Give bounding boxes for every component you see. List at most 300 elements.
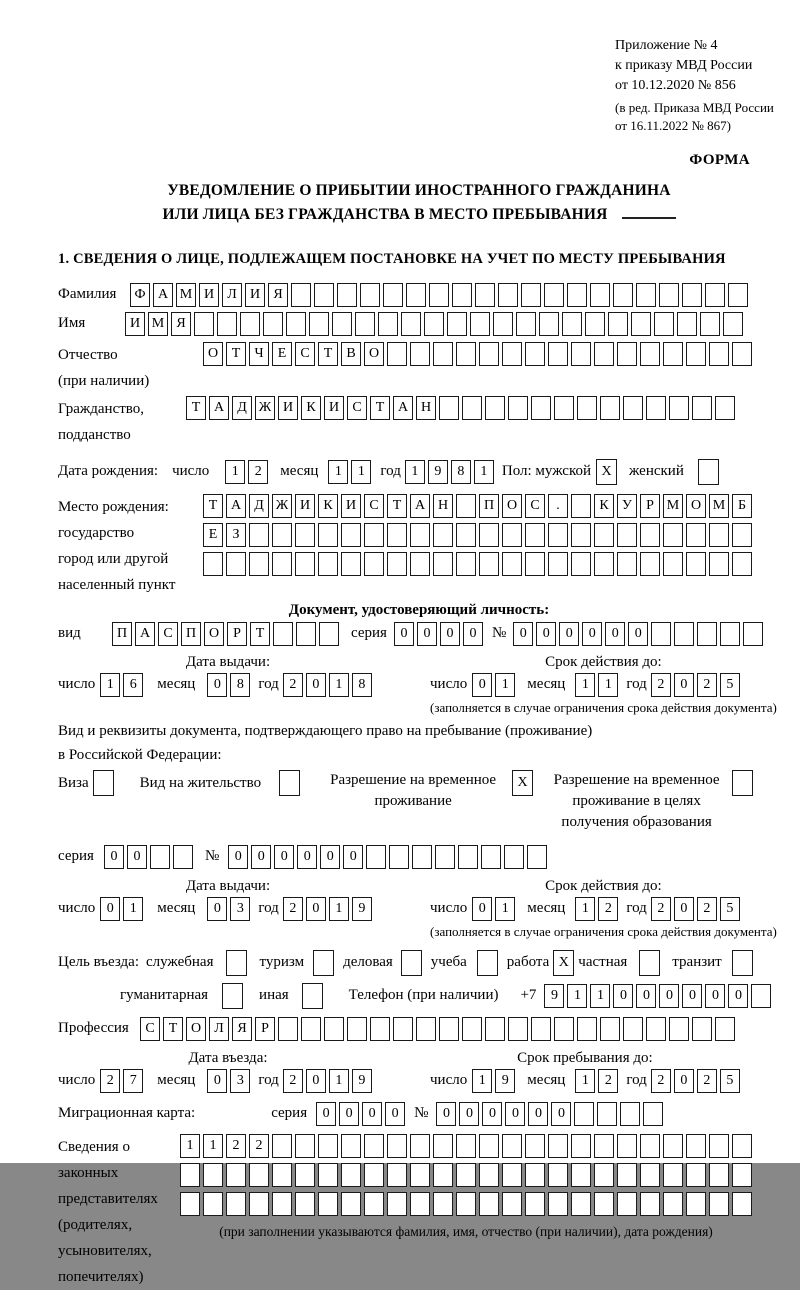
char-box[interactable] — [571, 342, 591, 366]
char-box[interactable] — [613, 283, 633, 307]
char-box[interactable]: П — [181, 622, 201, 646]
char-box[interactable] — [709, 342, 729, 366]
char-box[interactable]: 9 — [352, 897, 372, 921]
char-box[interactable] — [732, 950, 753, 976]
char-box[interactable] — [594, 523, 614, 547]
char-box[interactable]: 1 — [575, 673, 595, 697]
char-box[interactable] — [332, 312, 352, 336]
char-box[interactable] — [462, 1017, 482, 1041]
char-box[interactable] — [410, 1163, 430, 1187]
char-box[interactable] — [525, 342, 545, 366]
char-box[interactable] — [617, 523, 637, 547]
char-box[interactable] — [697, 622, 717, 646]
char-box[interactable] — [682, 283, 702, 307]
char-box[interactable] — [663, 342, 683, 366]
char-box[interactable] — [577, 396, 597, 420]
char-box[interactable]: Ж — [272, 494, 292, 518]
char-box[interactable]: 2 — [651, 1069, 671, 1093]
char-box[interactable]: 1 — [495, 673, 515, 697]
char-box[interactable]: Т — [387, 494, 407, 518]
char-box[interactable] — [226, 1163, 246, 1187]
char-box[interactable] — [435, 845, 455, 869]
char-box[interactable] — [475, 283, 495, 307]
char-box[interactable]: X — [596, 459, 617, 485]
char-box[interactable]: 1 — [351, 460, 371, 484]
char-box[interactable]: С — [158, 622, 178, 646]
char-box[interactable]: Р — [227, 622, 247, 646]
char-box[interactable] — [477, 950, 498, 976]
char-box[interactable]: 1 — [203, 1134, 223, 1158]
char-box[interactable] — [571, 1192, 591, 1216]
char-box[interactable]: Д — [249, 494, 269, 518]
char-box[interactable] — [554, 396, 574, 420]
char-box[interactable] — [600, 396, 620, 420]
char-box[interactable] — [617, 1163, 637, 1187]
char-box[interactable] — [567, 283, 587, 307]
char-box[interactable] — [341, 1192, 361, 1216]
char-box[interactable]: К — [301, 396, 321, 420]
char-box[interactable] — [387, 552, 407, 576]
char-box[interactable] — [341, 552, 361, 576]
char-box[interactable] — [571, 552, 591, 576]
char-box[interactable] — [439, 1017, 459, 1041]
char-box[interactable] — [401, 950, 422, 976]
char-box[interactable] — [458, 845, 478, 869]
char-box[interactable] — [364, 1192, 384, 1216]
char-box[interactable]: Т — [318, 342, 338, 366]
char-box[interactable]: 0 — [636, 984, 656, 1008]
char-box[interactable]: Н — [433, 494, 453, 518]
char-box[interactable] — [692, 396, 712, 420]
char-box[interactable] — [485, 396, 505, 420]
char-box[interactable] — [498, 283, 518, 307]
char-box[interactable] — [502, 1192, 522, 1216]
char-box[interactable]: 0 — [728, 984, 748, 1008]
char-box[interactable] — [525, 523, 545, 547]
char-box[interactable] — [636, 283, 656, 307]
char-box[interactable] — [525, 552, 545, 576]
char-box[interactable]: 6 — [123, 673, 143, 697]
char-box[interactable] — [562, 312, 582, 336]
char-box[interactable]: 9 — [544, 984, 564, 1008]
char-box[interactable]: 3 — [230, 1069, 250, 1093]
char-box[interactable] — [525, 1134, 545, 1158]
char-box[interactable]: Е — [203, 523, 223, 547]
char-box[interactable]: Л — [222, 283, 242, 307]
char-box[interactable] — [203, 552, 223, 576]
char-box[interactable] — [240, 312, 260, 336]
char-box[interactable] — [732, 1192, 752, 1216]
char-box[interactable] — [597, 1102, 617, 1126]
char-box[interactable]: П — [479, 494, 499, 518]
char-box[interactable] — [194, 312, 214, 336]
char-box[interactable] — [502, 342, 522, 366]
char-box[interactable]: 0 — [343, 845, 363, 869]
char-box[interactable] — [479, 523, 499, 547]
char-box[interactable] — [291, 283, 311, 307]
char-box[interactable] — [410, 1192, 430, 1216]
char-box[interactable] — [640, 342, 660, 366]
char-box[interactable] — [456, 1134, 476, 1158]
char-box[interactable]: И — [125, 312, 145, 336]
char-box[interactable] — [439, 396, 459, 420]
char-box[interactable]: М — [176, 283, 196, 307]
char-box[interactable]: 0 — [440, 622, 460, 646]
char-box[interactable] — [341, 523, 361, 547]
char-box[interactable] — [433, 523, 453, 547]
char-box[interactable] — [286, 312, 306, 336]
char-box[interactable] — [504, 845, 524, 869]
char-box[interactable] — [493, 312, 513, 336]
char-box[interactable] — [324, 1017, 344, 1041]
char-box[interactable]: 2 — [226, 1134, 246, 1158]
char-box[interactable] — [502, 552, 522, 576]
char-box[interactable]: И — [324, 396, 344, 420]
char-box[interactable] — [617, 342, 637, 366]
char-box[interactable] — [640, 1192, 660, 1216]
char-box[interactable] — [743, 622, 763, 646]
char-box[interactable] — [249, 1192, 269, 1216]
char-box[interactable] — [646, 396, 666, 420]
char-box[interactable] — [319, 622, 339, 646]
char-box[interactable] — [525, 1163, 545, 1187]
char-box[interactable] — [203, 1192, 223, 1216]
char-box[interactable]: 1 — [575, 1069, 595, 1093]
char-box[interactable]: 1 — [180, 1134, 200, 1158]
char-box[interactable] — [705, 283, 725, 307]
char-box[interactable] — [217, 312, 237, 336]
char-box[interactable]: 1 — [329, 673, 349, 697]
char-box[interactable] — [387, 523, 407, 547]
char-box[interactable] — [272, 523, 292, 547]
char-box[interactable]: 2 — [249, 1134, 269, 1158]
char-box[interactable] — [456, 552, 476, 576]
char-box[interactable]: Т — [226, 342, 246, 366]
char-box[interactable]: 1 — [328, 460, 348, 484]
char-box[interactable]: О — [686, 494, 706, 518]
char-box[interactable]: К — [318, 494, 338, 518]
char-box[interactable]: 1 — [405, 460, 425, 484]
char-box[interactable] — [273, 622, 293, 646]
char-box[interactable] — [723, 312, 743, 336]
char-box[interactable] — [751, 984, 771, 1008]
char-box[interactable]: И — [295, 494, 315, 518]
char-box[interactable] — [485, 1017, 505, 1041]
char-box[interactable] — [456, 1163, 476, 1187]
char-box[interactable]: 5 — [720, 673, 740, 697]
char-box[interactable]: 0 — [100, 897, 120, 921]
char-box[interactable]: Р — [255, 1017, 275, 1041]
char-box[interactable] — [278, 1017, 298, 1041]
char-box[interactable]: 8 — [451, 460, 471, 484]
char-box[interactable] — [433, 552, 453, 576]
char-box[interactable]: 0 — [394, 622, 414, 646]
char-box[interactable]: 2 — [697, 1069, 717, 1093]
char-box[interactable] — [594, 342, 614, 366]
char-box[interactable] — [295, 1134, 315, 1158]
char-box[interactable] — [548, 523, 568, 547]
char-box[interactable]: О — [364, 342, 384, 366]
char-box[interactable] — [479, 1163, 499, 1187]
char-box[interactable]: 9 — [428, 460, 448, 484]
char-box[interactable]: З — [226, 523, 246, 547]
char-box[interactable] — [370, 1017, 390, 1041]
char-box[interactable]: . — [548, 494, 568, 518]
char-box[interactable]: 0 — [505, 1102, 525, 1126]
char-box[interactable] — [279, 770, 300, 796]
char-box[interactable]: 9 — [352, 1069, 372, 1093]
char-box[interactable] — [456, 494, 476, 518]
char-box[interactable]: 0 — [306, 673, 326, 697]
char-box[interactable]: 0 — [472, 897, 492, 921]
char-box[interactable] — [502, 1163, 522, 1187]
char-box[interactable] — [571, 494, 591, 518]
char-box[interactable] — [313, 950, 334, 976]
char-box[interactable] — [364, 523, 384, 547]
char-box[interactable] — [715, 1017, 735, 1041]
char-box[interactable] — [571, 1163, 591, 1187]
char-box[interactable] — [318, 1163, 338, 1187]
char-box[interactable] — [686, 1163, 706, 1187]
char-box[interactable]: 1 — [123, 897, 143, 921]
char-box[interactable]: Я — [232, 1017, 252, 1041]
char-box[interactable] — [406, 283, 426, 307]
char-box[interactable] — [531, 396, 551, 420]
char-box[interactable] — [663, 1163, 683, 1187]
char-box[interactable] — [318, 552, 338, 576]
char-box[interactable]: 2 — [283, 897, 303, 921]
char-box[interactable]: 5 — [720, 1069, 740, 1093]
char-box[interactable]: 0 — [228, 845, 248, 869]
char-box[interactable] — [646, 1017, 666, 1041]
char-box[interactable]: А — [393, 396, 413, 420]
char-box[interactable] — [732, 770, 753, 796]
char-box[interactable] — [226, 552, 246, 576]
char-box[interactable] — [378, 312, 398, 336]
char-box[interactable] — [608, 312, 628, 336]
char-box[interactable]: Ж — [255, 396, 275, 420]
char-box[interactable]: О — [203, 342, 223, 366]
char-box[interactable] — [508, 1017, 528, 1041]
char-box[interactable] — [527, 845, 547, 869]
char-box[interactable] — [389, 845, 409, 869]
char-box[interactable]: 0 — [316, 1102, 336, 1126]
char-box[interactable]: С — [347, 396, 367, 420]
char-box[interactable]: 0 — [472, 673, 492, 697]
char-box[interactable] — [410, 523, 430, 547]
char-box[interactable] — [531, 1017, 551, 1041]
char-box[interactable] — [401, 312, 421, 336]
char-box[interactable] — [709, 552, 729, 576]
char-box[interactable] — [577, 1017, 597, 1041]
char-box[interactable]: 0 — [104, 845, 124, 869]
char-box[interactable]: 0 — [613, 984, 633, 1008]
char-box[interactable] — [347, 1017, 367, 1041]
char-box[interactable]: 9 — [495, 1069, 515, 1093]
char-box[interactable]: К — [594, 494, 614, 518]
char-box[interactable]: 1 — [225, 460, 245, 484]
char-box[interactable] — [180, 1163, 200, 1187]
char-box[interactable] — [318, 1192, 338, 1216]
char-box[interactable]: Т — [163, 1017, 183, 1041]
char-box[interactable] — [640, 1163, 660, 1187]
char-box[interactable] — [456, 342, 476, 366]
char-box[interactable] — [548, 1134, 568, 1158]
char-box[interactable] — [456, 1192, 476, 1216]
char-box[interactable]: Р — [640, 494, 660, 518]
char-box[interactable] — [410, 552, 430, 576]
char-box[interactable] — [594, 1192, 614, 1216]
char-box[interactable] — [150, 845, 170, 869]
char-box[interactable] — [674, 622, 694, 646]
char-box[interactable]: 0 — [674, 1069, 694, 1093]
char-box[interactable] — [709, 1134, 729, 1158]
char-box[interactable] — [600, 1017, 620, 1041]
char-box[interactable] — [554, 1017, 574, 1041]
char-box[interactable] — [539, 312, 559, 336]
char-box[interactable] — [180, 1192, 200, 1216]
char-box[interactable]: 1 — [472, 1069, 492, 1093]
char-box[interactable] — [295, 1163, 315, 1187]
char-box[interactable] — [686, 342, 706, 366]
char-box[interactable] — [222, 983, 243, 1009]
char-box[interactable] — [470, 312, 490, 336]
char-box[interactable] — [548, 1192, 568, 1216]
char-box[interactable]: 0 — [528, 1102, 548, 1126]
char-box[interactable] — [700, 312, 720, 336]
char-box[interactable] — [366, 845, 386, 869]
char-box[interactable] — [433, 1134, 453, 1158]
char-box[interactable] — [525, 1192, 545, 1216]
char-box[interactable]: Д — [232, 396, 252, 420]
char-box[interactable] — [617, 1134, 637, 1158]
char-box[interactable] — [732, 1134, 752, 1158]
char-box[interactable]: 2 — [283, 673, 303, 697]
char-box[interactable]: 0 — [605, 622, 625, 646]
char-box[interactable] — [574, 1102, 594, 1126]
char-box[interactable]: А — [209, 396, 229, 420]
char-box[interactable]: 2 — [598, 1069, 618, 1093]
char-box[interactable] — [433, 1192, 453, 1216]
char-box[interactable] — [295, 523, 315, 547]
char-box[interactable] — [447, 312, 467, 336]
char-box[interactable] — [93, 770, 114, 796]
char-box[interactable] — [654, 312, 674, 336]
char-box[interactable]: С — [295, 342, 315, 366]
char-box[interactable]: Л — [209, 1017, 229, 1041]
char-box[interactable] — [301, 1017, 321, 1041]
char-box[interactable]: О — [204, 622, 224, 646]
char-box[interactable] — [623, 1017, 643, 1041]
char-box[interactable] — [429, 283, 449, 307]
char-box[interactable] — [295, 552, 315, 576]
char-box[interactable]: 0 — [674, 897, 694, 921]
char-box[interactable]: Ч — [249, 342, 269, 366]
char-box[interactable]: 0 — [682, 984, 702, 1008]
char-box[interactable] — [314, 283, 334, 307]
char-box[interactable] — [263, 312, 283, 336]
char-box[interactable]: 2 — [100, 1069, 120, 1093]
char-box[interactable]: 0 — [207, 1069, 227, 1093]
char-box[interactable] — [479, 342, 499, 366]
char-box[interactable]: 0 — [306, 897, 326, 921]
char-box[interactable] — [272, 1163, 292, 1187]
char-box[interactable]: 2 — [697, 897, 717, 921]
char-box[interactable]: Т — [370, 396, 390, 420]
char-box[interactable] — [410, 1134, 430, 1158]
char-box[interactable] — [669, 396, 689, 420]
char-box[interactable] — [424, 312, 444, 336]
char-box[interactable]: 1 — [329, 897, 349, 921]
char-box[interactable]: А — [410, 494, 430, 518]
char-box[interactable]: М — [663, 494, 683, 518]
char-box[interactable] — [571, 1134, 591, 1158]
char-box[interactable] — [295, 1192, 315, 1216]
char-box[interactable]: 0 — [463, 622, 483, 646]
char-box[interactable]: 1 — [329, 1069, 349, 1093]
char-box[interactable] — [686, 1192, 706, 1216]
char-box[interactable] — [590, 283, 610, 307]
char-box[interactable] — [502, 523, 522, 547]
char-box[interactable] — [416, 1017, 436, 1041]
char-box[interactable] — [355, 312, 375, 336]
char-box[interactable] — [341, 1163, 361, 1187]
char-box[interactable]: X — [512, 770, 533, 796]
char-box[interactable]: С — [525, 494, 545, 518]
char-box[interactable] — [456, 523, 476, 547]
char-box[interactable] — [296, 622, 316, 646]
char-box[interactable]: 7 — [123, 1069, 143, 1093]
char-box[interactable]: 0 — [385, 1102, 405, 1126]
char-box[interactable]: 0 — [362, 1102, 382, 1126]
char-box[interactable] — [594, 1163, 614, 1187]
char-box[interactable]: 0 — [513, 622, 533, 646]
char-box[interactable] — [548, 1163, 568, 1187]
char-box[interactable] — [337, 283, 357, 307]
char-box[interactable] — [640, 1134, 660, 1158]
char-box[interactable] — [387, 1163, 407, 1187]
char-box[interactable] — [272, 552, 292, 576]
char-box[interactable]: М — [709, 494, 729, 518]
char-box[interactable]: 0 — [628, 622, 648, 646]
char-box[interactable]: 0 — [320, 845, 340, 869]
char-box[interactable] — [663, 1192, 683, 1216]
char-box[interactable]: А — [226, 494, 246, 518]
char-box[interactable]: Т — [250, 622, 270, 646]
char-box[interactable]: Я — [171, 312, 191, 336]
char-box[interactable] — [631, 312, 651, 336]
char-box[interactable]: 2 — [283, 1069, 303, 1093]
char-box[interactable]: 1 — [474, 460, 494, 484]
char-box[interactable] — [677, 312, 697, 336]
char-box[interactable] — [521, 283, 541, 307]
char-box[interactable]: 0 — [306, 1069, 326, 1093]
char-box[interactable] — [433, 342, 453, 366]
char-box[interactable] — [617, 552, 637, 576]
char-box[interactable]: И — [278, 396, 298, 420]
char-box[interactable] — [548, 342, 568, 366]
char-box[interactable]: В — [341, 342, 361, 366]
char-box[interactable]: 1 — [567, 984, 587, 1008]
char-box[interactable] — [709, 1192, 729, 1216]
char-box[interactable] — [249, 1163, 269, 1187]
char-box[interactable] — [452, 283, 472, 307]
char-box[interactable]: М — [148, 312, 168, 336]
char-box[interactable] — [720, 622, 740, 646]
char-box[interactable]: 0 — [339, 1102, 359, 1126]
char-box[interactable] — [302, 983, 323, 1009]
char-box[interactable] — [698, 459, 719, 485]
